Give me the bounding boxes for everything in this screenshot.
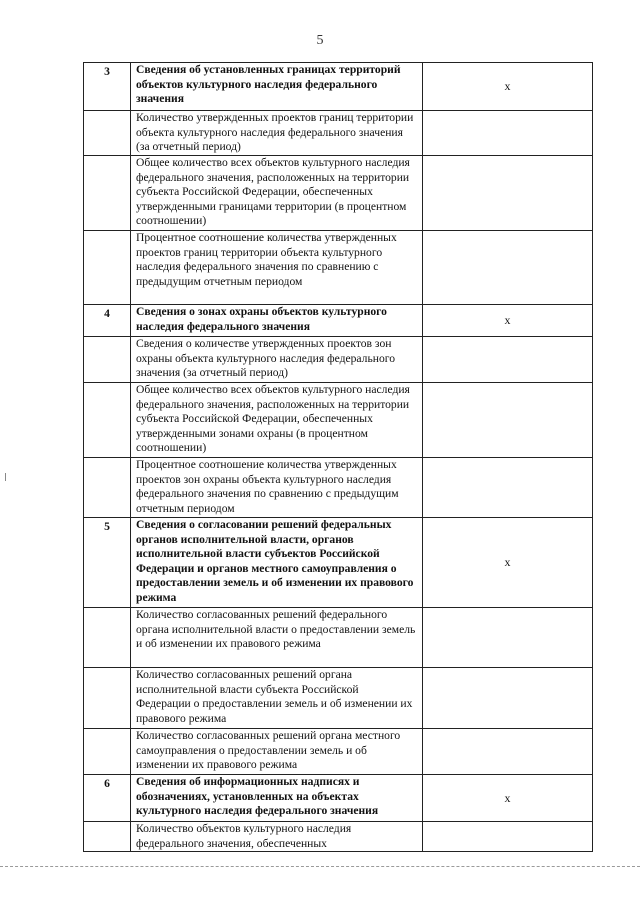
table-row [84, 156, 593, 231]
not-applicable-mark: х [423, 63, 593, 111]
table-row [84, 608, 593, 668]
table-row [84, 729, 593, 775]
not-applicable-mark: х [423, 305, 593, 337]
row-value [423, 383, 593, 458]
row-value [423, 608, 593, 668]
table-row-section [84, 63, 593, 111]
row-description: Сведения о согласовании решений федеральных органов исполнительной власти, органов исполнительной власти субъектов Российской Федерации и органов местного самоуправления о предоставлении земель и об изменении их правового режима [131, 518, 423, 608]
table-row-section [84, 775, 593, 822]
row-number [84, 231, 131, 305]
row-number [84, 156, 131, 231]
scan-edge-line [0, 866, 640, 867]
row-value [423, 111, 593, 156]
row-description: Сведения о количестве утвержденных проектов зон охраны объекта культурного наследия федерального значения (за отчетный период) [131, 337, 423, 383]
row-description: Количество согласованных решений федерального органа исполнительной власти о предоставлении земель и об изменении их правового режима [131, 608, 423, 668]
row-value [423, 729, 593, 775]
row-number: 5 [84, 518, 131, 608]
table-row [84, 668, 593, 729]
row-description: Общее количество всех объектов культурного наследия федерального значения, расположенных на территории субъекта Российской Федерации, обеспеченных утвержденными зонами охраны (в процентном соотношении) [131, 383, 423, 458]
row-number [84, 383, 131, 458]
row-description: Сведения об информационных надписях и обозначениях, установленных на объектах культурного наследия федерального значения [131, 775, 423, 822]
row-value [423, 156, 593, 231]
row-description: Количество согласованных решений органа местного самоуправления о предоставлении земель и об изменении их правового режима [131, 729, 423, 775]
table-row [84, 458, 593, 518]
row-number [84, 458, 131, 518]
table-row [84, 231, 593, 305]
not-applicable-mark: х [423, 775, 593, 822]
not-applicable-mark: х [423, 518, 593, 608]
row-description: Количество утвержденных проектов границ территории объекта культурного наследия федерального значения (за отчетный период) [131, 111, 423, 156]
row-number: 6 [84, 775, 131, 822]
row-number [84, 337, 131, 383]
indicators-table [83, 62, 593, 852]
table-row [84, 337, 593, 383]
row-description: Сведения о зонах охраны объектов культурного наследия федерального значения [131, 305, 423, 337]
row-description: Общее количество всех объектов культурного наследия федерального значения, расположенных на территории субъекта Российской Федерации, обеспеченных утвержденными границами территории (в процентном соотношении) [131, 156, 423, 231]
row-number [84, 111, 131, 156]
scan-margin-mark [5, 473, 6, 481]
row-value [423, 822, 593, 852]
table-row [84, 822, 593, 852]
row-value [423, 458, 593, 518]
row-description: Количество объектов культурного наследия федерального значения, обеспеченных [131, 822, 423, 852]
row-number [84, 729, 131, 775]
row-number [84, 822, 131, 852]
row-number: 4 [84, 305, 131, 337]
table-row [84, 383, 593, 458]
page-number: 5 [316, 33, 324, 48]
row-number [84, 668, 131, 729]
row-number [84, 608, 131, 668]
table-row [84, 111, 593, 156]
row-number: 3 [84, 63, 131, 111]
row-description: Количество согласованных решений органа исполнительной власти субъекта Российской Федерации о предоставлении земель и об изменении их правового режима [131, 668, 423, 729]
row-description: Сведения об установленных границах территорий объектов культурного наследия федерального значения [131, 63, 423, 111]
table-row-section [84, 305, 593, 337]
row-value [423, 668, 593, 729]
row-description: Процентное соотношение количества утвержденных проектов границ территории объекта культурного наследия федерального значения по сравнению с предыдущим отчетным периодом [131, 231, 423, 305]
row-value [423, 231, 593, 305]
row-value [423, 337, 593, 383]
table-row-section [84, 518, 593, 608]
row-description: Процентное соотношение количества утвержденных проектов зон охраны объекта культурного наследия федерального значения по сравнению с предыдущим отчетным периодом [131, 458, 423, 518]
